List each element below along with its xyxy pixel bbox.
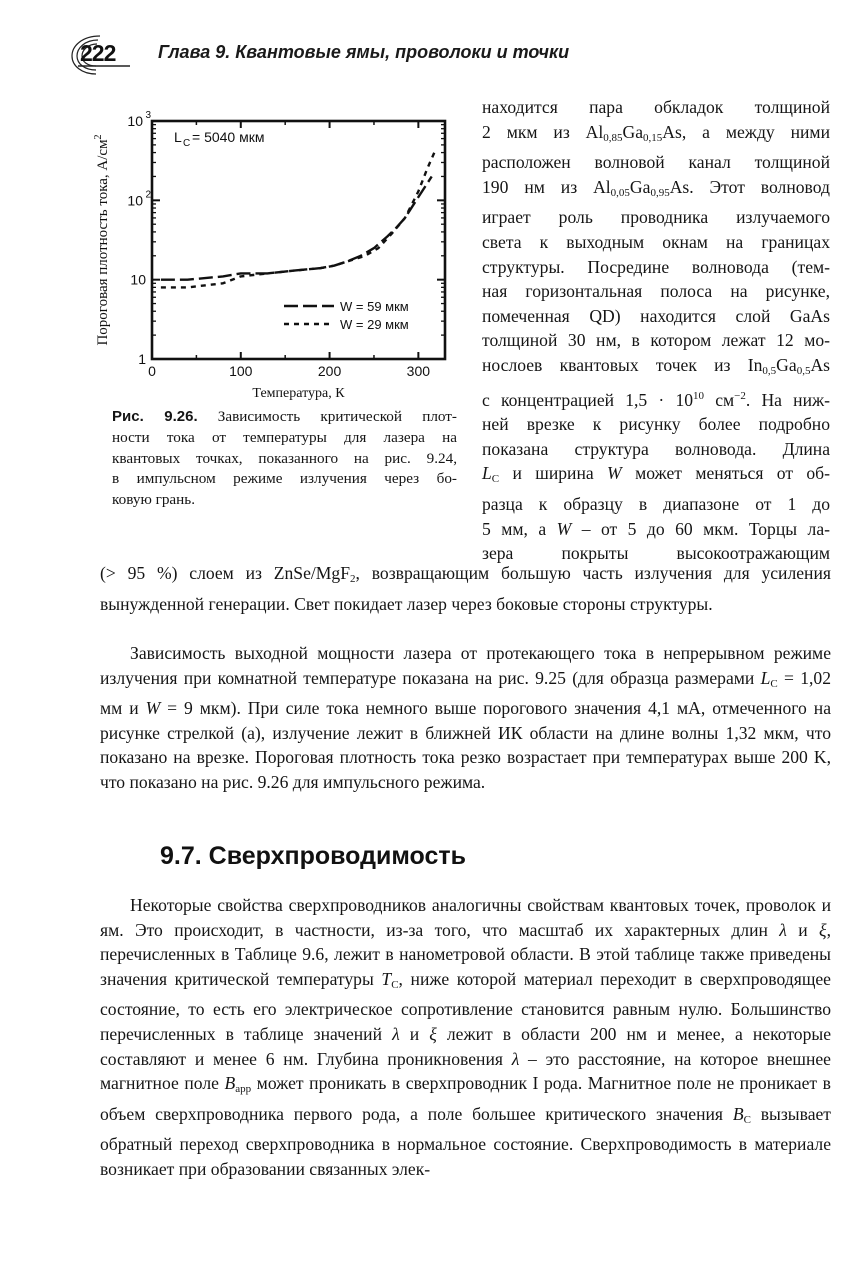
figure-caption-label: Рис. 9.26. (112, 408, 198, 425)
right-column-line: разца к образцу в диапазоне от 1 до (482, 493, 830, 514)
right-column-line: зера покрыты высокоотражающим (482, 543, 830, 564)
x-tick-label: 0 (148, 363, 156, 379)
series-line-2 (161, 153, 434, 288)
right-column-line: ная горизонтальная полоса на рисунке, (482, 281, 830, 302)
x-tick-label: 100 (229, 363, 253, 379)
right-column-line: 5 мм, а W – от 5 до 60 мкм. Торцы ла- (482, 518, 830, 539)
right-column-line: помеченная QD) находится слой GaAs (482, 305, 830, 326)
y-tick-label: 10 (127, 113, 143, 129)
figure-caption-line: в импульсном режиме излучения через бо- (112, 470, 457, 488)
figure-caption-line: ности тока от температуры для лазера на (112, 428, 457, 446)
figure-caption (112, 407, 457, 511)
y-axis-label: Пороговая плотность тока, $А/см^2$ (93, 134, 111, 346)
figure-chart (88, 108, 460, 408)
y-axis-label-superscript: 2 (93, 134, 104, 140)
right-column-line: расположен волновой канал толщиной (482, 152, 830, 173)
right-column-line: структуры. Посредине волновода (тем- (482, 256, 830, 277)
legend-entry: W = 59 мкм (340, 299, 409, 314)
right-column-line: 190 нм из $Al_{0,05}Ga_{0,95}As$. Этот волновод (482, 176, 830, 199)
series-line-1 (161, 177, 432, 280)
right-column-line: света к выходным окнам на границах (482, 231, 830, 252)
right-column-line: показана структура волновода. Длина (482, 438, 830, 459)
chart-annotation-subscript: C (183, 138, 191, 149)
figure-caption-line: квантовых точках, показанного на рис. 9.24, (112, 449, 457, 467)
page-number: 222 (80, 40, 116, 66)
chart-series (161, 153, 434, 288)
chart-annotation-symbol: L (174, 129, 182, 145)
y-tick-label: 10 (127, 192, 143, 209)
chart-annotation: = 5040 мкм (192, 129, 265, 145)
paragraph-output-power: Зависимость выходной мощности лазера от протекающего тока в непрерывном режиме излучения при комнатной температуре показана на рис. 9.25 (для образца размерами $L_C = 1,02$ мм и W = 9 мкм). При силе тока немного выше порогового значения 4,1 мА, отмеченного на рисунке стрелкой (а), излучение лежит в ближней ИК области на длине волны 1,32 мкм, что показано на врезке. Пороговая плотность тока резко возрастает при температурах выше 200 K, что показано на рис. 9.26 для импульсного режима. (100, 643, 831, 792)
section-heading: 9.7. Сверхпроводимость (160, 842, 466, 870)
right-column-line: находится пара обкладок толщиной (482, 97, 830, 117)
right-column-line: 2 мкм из $Al_{0,85}Ga_{0,15}As$, а между ними (482, 121, 830, 144)
paragraph-superconductivity: Некоторые свойства сверхпроводников аналогичны свойствам квантовых точек, проволок и ям. Это происходит, в частности, из-за того, что масштаб их характерных длин λ и ξ, перечисленных в Таблице 9.6, лежит в нанометровой области. В этой таблице также приведены значения критической температуры $T_C$, ниже которой материал переходит в сверхпроводящее состояние, то есть его электрическое сопротивление становится равным нулю. Большинство перечисленных в таблице значений λ и ξ лежит в области 200 нм и менее, а некоторые составляют и менее 6 нм. Глубина проникновения λ – это расстояние, на которое внешнее магнитное поле $B_{app}$ может проникать в сверхпроводник I рода. Магнитное поле не проникает в объем сверхпроводника первого рода, а поле большее критического значения $B_C$ вызывает обратный переход сверхпроводника в нормальное состояние. Сверхпроводимость в материале возникает при образовании связанных элек- (100, 895, 832, 1179)
running-header: Глава 9. Квантовые ямы, проволоки и точки (158, 42, 570, 62)
chart-labels (93, 110, 430, 401)
right-column-text (482, 95, 830, 566)
figure-caption-line: Зависимость критической плот- (217, 408, 457, 425)
right-column-line: ней врезке к рисунку более подробно (482, 414, 830, 435)
y-tick-label: 1 (138, 351, 146, 367)
x-tick-label: 200 (317, 363, 342, 379)
y-tick-label: 10 (130, 271, 146, 288)
legend-entry: W = 29 мкм (340, 317, 409, 332)
x-axis-label: Температура, К (252, 386, 345, 401)
right-column-line: $L_C$ и ширина W может меняться от об- (482, 463, 830, 486)
paragraph-continuation: (> 95 %) слоем из ZnSe/MgF$_2$, возвращающим большую часть излучения для усиления вынужденной генерации. Свет покидает лазер через боковые стороны структуры. (100, 563, 831, 614)
figure-caption-line: ковую грань. (112, 491, 196, 509)
right-column-line: толщиной 30 нм, в котором лежат 12 мо- (482, 330, 830, 351)
right-column-line: нослоев квантовых точек из $In_{0,5}Ga_{0,5}As$ (482, 354, 830, 377)
y-tick-superscript: 2 (145, 189, 151, 201)
y-tick-superscript: 3 (145, 110, 151, 121)
right-column-line: играет роль проводника излучаемого (482, 207, 830, 228)
x-tick-label: 300 (406, 363, 431, 379)
y-axis-label-group (93, 134, 111, 345)
right-column-line: с концентрацией $1,5 \cdot 10^{10}$ $см^{-2}$. На ниж- (482, 389, 831, 410)
